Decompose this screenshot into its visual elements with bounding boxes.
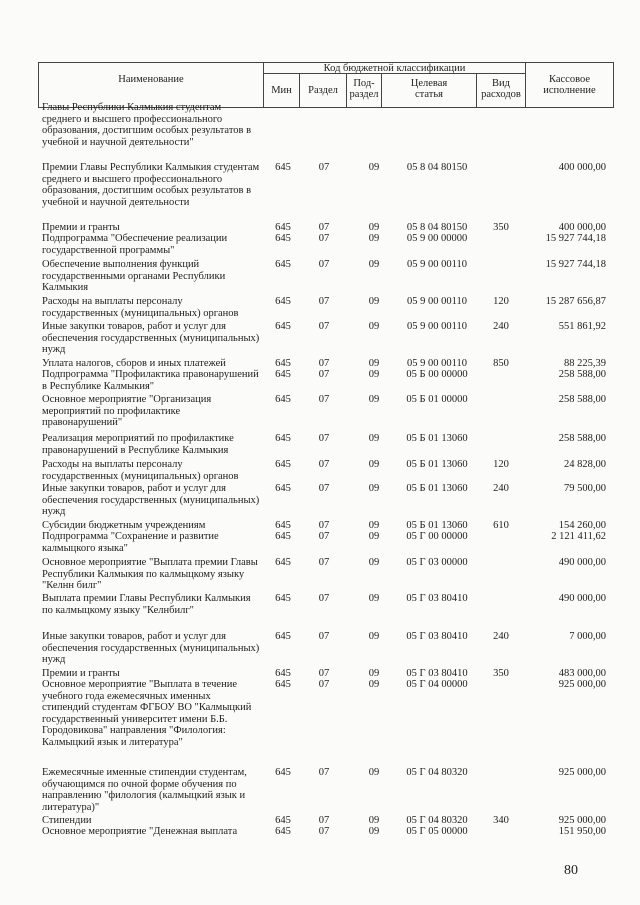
row-min: 645 xyxy=(275,815,291,826)
row-razdel: 07 xyxy=(318,433,330,444)
row-sum: 925 000,00 xyxy=(558,815,606,826)
header-celevaya-label: Целевая статья xyxy=(410,78,448,100)
row-sum: 258 588,00 xyxy=(558,369,606,380)
row-razdel: 07 xyxy=(318,593,330,604)
header-name-label: Наименование xyxy=(118,74,184,85)
header-kassa-label: Кассовое исполнение xyxy=(543,74,596,96)
row-name: Премии Главы Республики Калмыкия студентам среднего и высшего профессионального образования, достигшим особых результатов в учебной и научной деятельности xyxy=(42,162,260,208)
row-celevaya: 05 Б 00 00000 xyxy=(406,369,468,380)
row-podrazdel: 09 xyxy=(368,358,380,369)
row-celevaya: 05 Б 01 13060 xyxy=(406,459,468,470)
row-min: 645 xyxy=(275,162,291,173)
row-razdel: 07 xyxy=(318,531,330,542)
row-celevaya: 05 Г 03 00000 xyxy=(406,557,468,568)
row-podrazdel: 09 xyxy=(368,679,380,690)
row-podrazdel: 09 xyxy=(368,668,380,679)
row-podrazdel: 09 xyxy=(368,483,380,494)
row-celevaya: 05 Г 00 00000 xyxy=(406,531,468,542)
row-min: 645 xyxy=(275,394,291,405)
row-podrazdel: 09 xyxy=(368,826,380,837)
row-min: 645 xyxy=(275,826,291,837)
row-name: Расходы на выплаты персоналу государственных (муниципальных) органов xyxy=(42,296,239,319)
row-name: Премии и гранты xyxy=(42,668,120,679)
header-podrazdel-label: Под- раздел xyxy=(349,78,379,100)
row-podrazdel: 09 xyxy=(368,296,380,307)
header-razdel-label: Раздел xyxy=(308,85,338,96)
row-celevaya: 05 Б 01 13060 xyxy=(406,433,468,444)
row-podrazdel: 09 xyxy=(368,162,380,173)
row-razdel: 07 xyxy=(318,767,330,778)
row-podrazdel: 09 xyxy=(368,767,380,778)
row-razdel: 07 xyxy=(318,358,330,369)
row-sum: 551 861,92 xyxy=(558,321,606,332)
row-min: 645 xyxy=(275,593,291,604)
row-vid: 350 xyxy=(493,668,509,679)
row-name: Субсидии бюджетным учреждениям xyxy=(42,520,206,531)
row-name: Расходы на выплаты персоналу государственных (муниципальных) органов xyxy=(42,459,239,482)
row-celevaya: 05 Г 03 80410 xyxy=(406,668,468,679)
row-sum: 925 000,00 xyxy=(558,679,606,690)
row-razdel: 07 xyxy=(318,222,330,233)
row-celevaya: 05 8 04 80150 xyxy=(406,162,468,173)
row-razdel: 07 xyxy=(318,233,330,244)
row-sum: 483 000,00 xyxy=(558,668,606,679)
row-podrazdel: 09 xyxy=(368,520,380,531)
row-name: Премии и гранты xyxy=(42,222,120,233)
row-sum: 15 927 744,18 xyxy=(545,259,606,270)
row-name: Уплата налогов, сборов и иных платежей xyxy=(42,358,226,369)
row-razdel: 07 xyxy=(318,296,330,307)
row-sum: 7 000,00 xyxy=(569,631,606,642)
row-sum: 400 000,00 xyxy=(558,222,606,233)
row-sum: 258 588,00 xyxy=(558,433,606,444)
row-razdel: 07 xyxy=(318,679,330,690)
row-vid: 610 xyxy=(493,520,509,531)
row-celevaya: 05 9 00 00110 xyxy=(407,321,467,332)
row-sum: 15 287 656,87 xyxy=(545,296,606,307)
row-celevaya: 05 Г 04 80320 xyxy=(406,815,468,826)
row-min: 645 xyxy=(275,557,291,568)
row-min: 645 xyxy=(275,668,291,679)
row-min: 645 xyxy=(275,531,291,542)
row-sum: 151 950,00 xyxy=(558,826,606,837)
row-celevaya: 05 9 00 00000 xyxy=(406,233,468,244)
row-razdel: 07 xyxy=(318,321,330,332)
row-name: Основное мероприятие "Выплата в течение учебного года ежемесячных именных стипендий студентам ФГБОУ ВО "Калмыцкий государственный университет имени Б.Б. Городовикова" направления "Филология: Калмыцкий язык и литература" xyxy=(42,679,252,748)
row-sum: 490 000,00 xyxy=(558,557,606,568)
row-podrazdel: 09 xyxy=(368,394,380,405)
row-celevaya: 05 Г 03 80410 xyxy=(406,631,468,642)
row-razdel: 07 xyxy=(318,459,330,470)
row-name: Основное мероприятие "Выплата премии Главы Республики Калмыкия по калмыцкому языку "Келнн билг" xyxy=(42,557,258,591)
row-vid: 240 xyxy=(493,631,509,642)
row-min: 645 xyxy=(275,259,291,270)
row-celevaya: 05 Г 04 80320 xyxy=(406,767,468,778)
row-min: 645 xyxy=(275,520,291,531)
row-celevaya: 05 9 00 00110 xyxy=(407,259,467,270)
row-min: 645 xyxy=(275,233,291,244)
row-min: 645 xyxy=(275,358,291,369)
row-celevaya: 05 9 00 00110 xyxy=(407,296,467,307)
row-celevaya: 05 Б 01 13060 xyxy=(406,483,468,494)
row-sum: 2 121 411,62 xyxy=(551,531,606,542)
row-podrazdel: 09 xyxy=(368,531,380,542)
row-vid: 120 xyxy=(493,296,509,307)
row-min: 645 xyxy=(275,433,291,444)
row-name: Основное мероприятие "Организация мероприятий по профилактике правонарушений" xyxy=(42,394,212,428)
row-vid: 340 xyxy=(493,815,509,826)
row-podrazdel: 09 xyxy=(368,631,380,642)
row-min: 645 xyxy=(275,222,291,233)
row-vid: 120 xyxy=(493,459,509,470)
row-sum: 258 588,00 xyxy=(558,394,606,405)
row-razdel: 07 xyxy=(318,162,330,173)
row-razdel: 07 xyxy=(318,826,330,837)
row-celevaya: 05 Г 05 00000 xyxy=(406,826,468,837)
row-name: Подпрограмма "Обеспечение реализации государственной программы" xyxy=(42,233,228,256)
row-sum: 79 500,00 xyxy=(564,483,606,494)
row-podrazdel: 09 xyxy=(368,233,380,244)
row-min: 645 xyxy=(275,369,291,380)
row-sum: 490 000,00 xyxy=(558,593,606,604)
row-razdel: 07 xyxy=(318,557,330,568)
row-sum: 154 260,00 xyxy=(558,520,606,531)
row-vid: 350 xyxy=(493,222,509,233)
row-name: Главы Республики Калмыкия студентам среднего и высшего профессионального образования, достигшим особых результатов в учебной и научной деятельности" xyxy=(42,102,252,148)
row-name: Выплата премии Главы Республики Калмыкия по калмыцкому языку "Келнбилг" xyxy=(42,593,251,616)
row-min: 645 xyxy=(275,296,291,307)
row-name: Реализация мероприятий по профилактике правонарушений в Республике Калмыкия xyxy=(42,433,234,456)
row-vid: 240 xyxy=(493,321,509,332)
row-celevaya: 05 8 04 80150 xyxy=(406,222,468,233)
row-razdel: 07 xyxy=(318,631,330,642)
row-podrazdel: 09 xyxy=(368,433,380,444)
row-razdel: 07 xyxy=(318,259,330,270)
row-sum: 24 828,00 xyxy=(564,459,606,470)
row-podrazdel: 09 xyxy=(368,459,380,470)
row-min: 645 xyxy=(275,679,291,690)
row-celevaya: 05 Г 03 80410 xyxy=(406,593,468,604)
header-code-group-label: Код бюджетной классификации xyxy=(323,63,466,74)
row-min: 645 xyxy=(275,321,291,332)
row-min: 645 xyxy=(275,459,291,470)
row-celevaya: 05 Г 04 00000 xyxy=(406,679,468,690)
page-number: 80 xyxy=(564,863,578,878)
row-name: Подпрограмма "Сохранение и развитие калмыцкого языка" xyxy=(42,531,219,554)
row-vid: 240 xyxy=(493,483,509,494)
row-min: 645 xyxy=(275,631,291,642)
row-name: Основное мероприятие "Денежная выплата xyxy=(42,826,238,837)
row-razdel: 07 xyxy=(318,369,330,380)
row-name: Иные закупки товаров, работ и услуг для обеспечения государственных (муниципальных) нужд xyxy=(42,483,260,517)
row-razdel: 07 xyxy=(318,815,330,826)
row-name: Подпрограмма "Профилактика правонарушений в Республике Калмыкия" xyxy=(42,369,259,392)
row-name: Иные закупки товаров, работ и услуг для обеспечения государственных (муниципальных) нужд xyxy=(42,631,260,665)
row-name: Стипендии xyxy=(42,815,92,826)
row-podrazdel: 09 xyxy=(368,321,380,332)
row-podrazdel: 09 xyxy=(368,815,380,826)
row-sum: 925 000,00 xyxy=(558,767,606,778)
row-podrazdel: 09 xyxy=(368,259,380,270)
header-vid-label: Вид расходов xyxy=(481,78,521,100)
row-razdel: 07 xyxy=(318,668,330,679)
row-sum: 400 000,00 xyxy=(558,162,606,173)
row-celevaya: 05 Б 01 13060 xyxy=(406,520,468,531)
row-vid: 850 xyxy=(493,358,509,369)
row-min: 645 xyxy=(275,483,291,494)
row-razdel: 07 xyxy=(318,483,330,494)
row-name: Ежемесячные именные стипендии студентам, обучающимся по очной форме обучения по направлению "филология (калмыцкий язык и литература)" xyxy=(42,767,247,813)
row-podrazdel: 09 xyxy=(368,593,380,604)
row-min: 645 xyxy=(275,767,291,778)
row-name: Иные закупки товаров, работ и услуг для обеспечения государственных (муниципальных) нужд xyxy=(42,321,260,355)
row-razdel: 07 xyxy=(318,394,330,405)
row-razdel: 07 xyxy=(318,520,330,531)
row-sum: 88 225,39 xyxy=(564,358,606,369)
row-podrazdel: 09 xyxy=(368,222,380,233)
row-podrazdel: 09 xyxy=(368,369,380,380)
row-celevaya: 05 Б 01 00000 xyxy=(406,394,468,405)
row-sum: 15 927 744,18 xyxy=(545,233,606,244)
row-name: Обеспечение выполнения функций государственными органами Республики Калмыкия xyxy=(42,259,226,293)
header-min-label: Мин xyxy=(271,85,292,96)
row-podrazdel: 09 xyxy=(368,557,380,568)
row-celevaya: 05 9 00 00110 xyxy=(407,358,467,369)
